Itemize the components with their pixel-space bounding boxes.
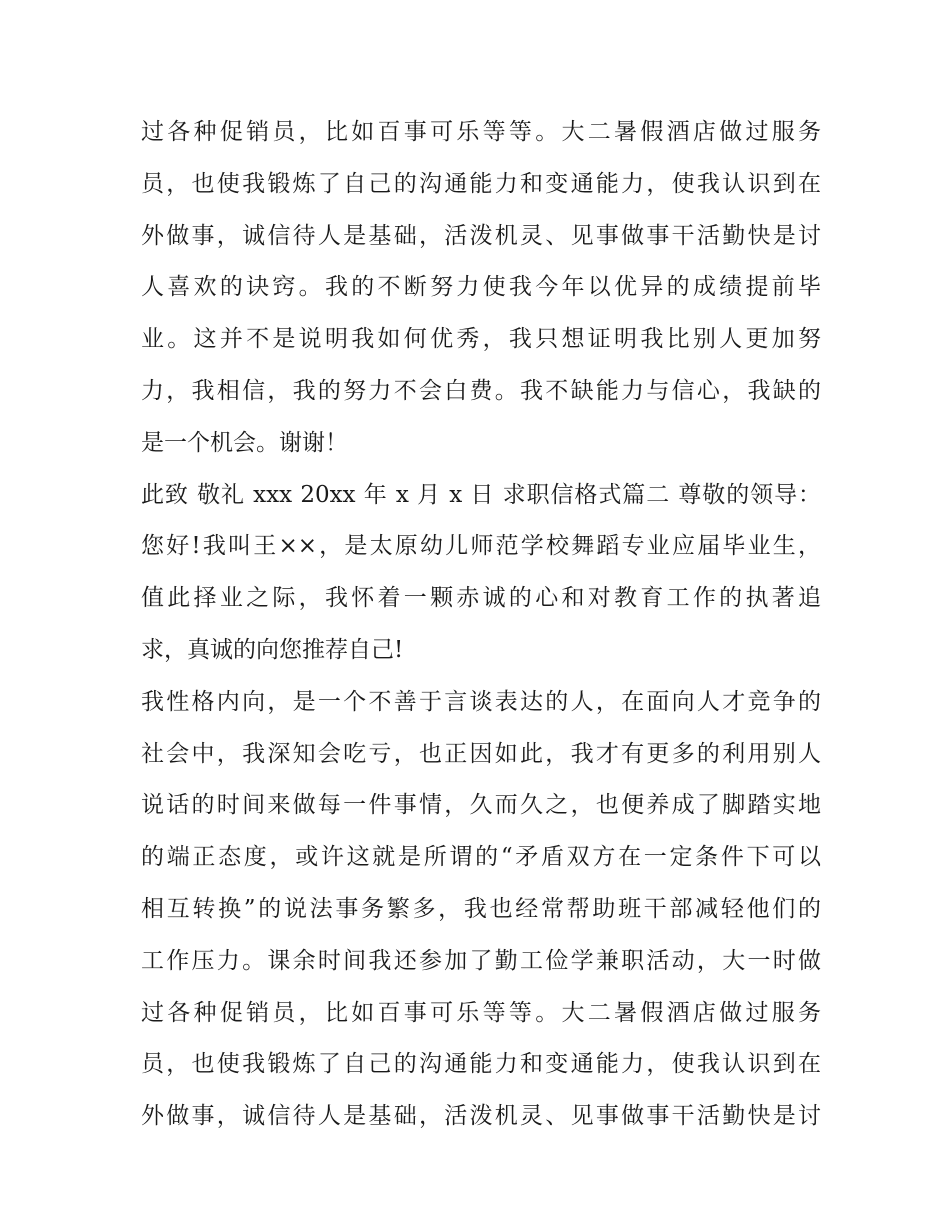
- body-text: [141, 107, 821, 1143]
- text-line: 过各种促销员，比如百事可乐等等。大二暑假酒店做过服务: [141, 999, 821, 1026]
- text-line: 员，也使我锻炼了自己的沟通能力和变通能力，使我认识到在: [141, 170, 821, 197]
- text-line: 力，我相信，我的努力不会白费。我不缺能力与信心，我缺的: [141, 377, 821, 404]
- text-line: 求，真诚的向您推荐自己!: [141, 636, 404, 663]
- text-line: 是一个机会。谢谢！: [141, 429, 348, 456]
- text-line: 说话的时间来做每一件事情，久而久之，也便养成了脚踏实地: [141, 792, 821, 819]
- text-line: 的端正态度，或许这就是所谓的“矛盾双方在一定条件下可以: [141, 844, 821, 871]
- text-line: 您好!我叫王××，是太原幼儿师范学校舞蹈专业应届毕业生，: [141, 533, 821, 560]
- text-line: 社会中，我深知会吃亏，也正因如此，我才有更多的利用别人: [141, 740, 821, 767]
- text-line: 过各种促销员，比如百事可乐等等。大二暑假酒店做过服务: [141, 119, 821, 145]
- text-line: 人喜欢的诀窍。我的不断努力使我今年以优异的成绩提前毕: [141, 274, 821, 301]
- text-line: 外做事，诚信待人是基础，活泼机灵、见事做事干活勤快是讨: [141, 1103, 821, 1130]
- text-line: 外做事，诚信待人是基础，活泼机灵、见事做事干活勤快是讨: [141, 222, 821, 249]
- text-line: 相互转换”的说法事务繁多，我也经常帮助班干部减轻他们的: [141, 895, 821, 922]
- text-line: 此致 敬礼 xxx 20xx 年 x 月 x 日 求职信格式篇二 尊敬的领导：: [141, 481, 821, 508]
- text-line: 我性格内向，是一个不善于言谈表达的人，在面向人才竞争的: [141, 688, 821, 715]
- text-line: 业。这并不是说明我如何优秀，我只想证明我比别人更加努: [141, 326, 821, 353]
- text-line: 值此择业之际，我怀着一颗赤诚的心和对教育工作的执著追: [141, 585, 821, 612]
- text-line: 工作压力。课余时间我还参加了勤工俭学兼职活动，大一时做: [141, 947, 821, 974]
- text-line: 员，也使我锻炼了自己的沟通能力和变通能力，使我认识到在: [141, 1051, 821, 1078]
